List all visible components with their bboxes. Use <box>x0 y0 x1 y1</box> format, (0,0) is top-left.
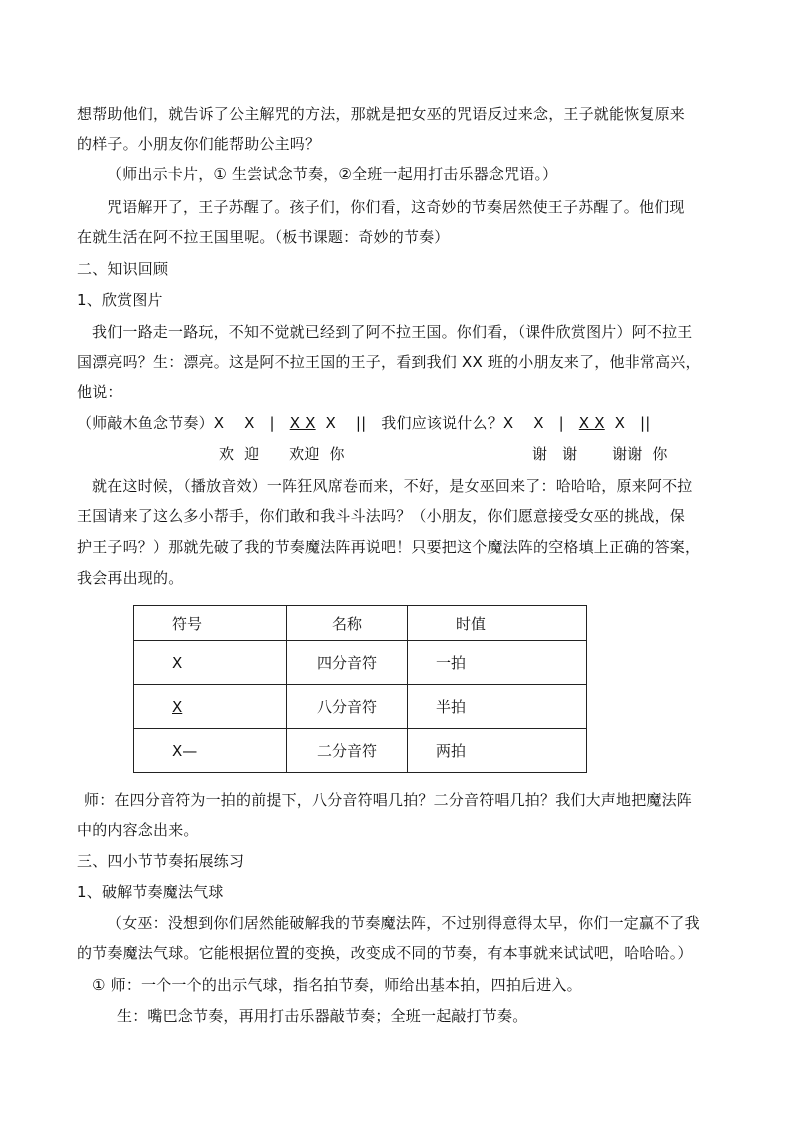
lyrics-line: 欢 迎 欢迎 你 <box>219 445 345 463</box>
paragraph-line: 中的内容念出来。 <box>77 821 199 839</box>
table-cell: X <box>134 641 287 685</box>
paragraph-line: 我们一路走一路玩，不知不觉就已经到了阿不拉王国。你们看，（课件欣赏图片）阿不拉王 <box>92 323 693 341</box>
table-cell: 两拍 <box>408 729 587 773</box>
paragraph-line: 国漂亮吗？生：漂亮。这是阿不拉王国的王子，看到我们 XX 班的小朋友来了，他非常高兴， <box>77 353 701 371</box>
table-cell: 半拍 <box>408 685 587 729</box>
table-header-cell: 时值 <box>408 606 587 641</box>
table-row <box>134 685 587 729</box>
paragraph-line: 在就生活在阿不拉王国里呢。（板书课题：奇妙的节奏） <box>77 228 450 246</box>
lyrics-line: 谢 谢 谢谢 你 <box>532 445 668 463</box>
rhythm-line <box>77 413 651 433</box>
paragraph-line: （女巫：没想到你们居然能破解我的节奏魔法阵，不过别得意得太早，你们一定赢不了我 <box>107 914 700 932</box>
paragraph-line: ① 师：一个一个的出示气球，指名拍节奏，师给出基本拍，四拍后进入。 <box>92 976 582 994</box>
paragraph-line: 的样子。小朋友你们能帮助公主吗？ <box>77 135 321 153</box>
rhythm-eighth-notes: X X <box>289 414 316 432</box>
table-row <box>134 641 587 685</box>
paragraph-line: （师出示卡片，① 生尝试念节奏，②全班一起用打击乐器念咒语。） <box>107 165 558 183</box>
subsection-heading: 1、破解节奏魔法气球 <box>77 883 224 901</box>
section-heading: 三、四小节节奏拓展练习 <box>77 852 245 870</box>
rhythm-eighth-notes: X X <box>578 414 605 432</box>
paragraph-line: 我会再出现的。 <box>77 569 184 587</box>
table-header-row <box>134 606 587 641</box>
subsection-heading: 1、欣赏图片 <box>77 291 163 309</box>
rhythm-text: （师敲木鱼念节奏）X X | <box>77 414 290 432</box>
section-heading: 二、知识回顾 <box>77 260 169 278</box>
note-value-table <box>133 605 587 773</box>
paragraph-line: 就在这时候，（播放音效）一阵狂风席卷而来，不好，是女巫回来了：哈哈哈，原来阿不拉 <box>92 477 693 495</box>
paragraph-line: 生：嘴巴念节奏，再用打击乐器敲节奏；全班一起敲打节奏。 <box>117 1007 528 1025</box>
paragraph-line: 师：在四分音符为一拍的前提下，八分音符唱几拍？二分音符唱几拍？我们大声地把魔法阵 <box>84 791 693 809</box>
paragraph-line: 的节奏魔法气球。它能根据位置的变换，改变成不同的节奏，有本事就来试试吧，哈哈哈。） <box>77 944 693 962</box>
table-cell: 二分音符 <box>287 729 408 773</box>
table-header-cell: 符号 <box>134 606 287 641</box>
table-row <box>134 729 587 773</box>
table-cell: 八分音符 <box>287 685 408 729</box>
paragraph-line: 咒语解开了，王子苏醒了。孩子们，你们看，这奇妙的节奏居然使王子苏醒了。他们现 <box>107 198 685 216</box>
rhythm-text: X || <box>604 414 651 432</box>
paragraph-line: 想帮助他们，就告诉了公主解咒的方法，那就是把女巫的咒语反过来念，王子就能恢复原来 <box>77 105 686 123</box>
rhythm-text: X || 我们应该说什么？X X | <box>315 414 579 432</box>
table-cell <box>134 685 287 729</box>
paragraph-line: 他说： <box>77 383 123 401</box>
table-cell: X— <box>134 729 287 773</box>
paragraph-line: 护王子吗？）那就先破了我的节奏魔法阵再说吧！只要把这个魔法阵的空格填上正确的答案， <box>77 538 701 556</box>
table-cell: 一拍 <box>408 641 587 685</box>
table-header-cell: 名称 <box>287 606 408 641</box>
paragraph-line: 王国请来了这么多小帮手，你们敢和我斗斗法吗？（小朋友，你们愿意接受女巫的挑战，保 <box>77 507 686 525</box>
eighth-note-symbol: X <box>172 697 183 716</box>
table-cell: 四分音符 <box>287 641 408 685</box>
